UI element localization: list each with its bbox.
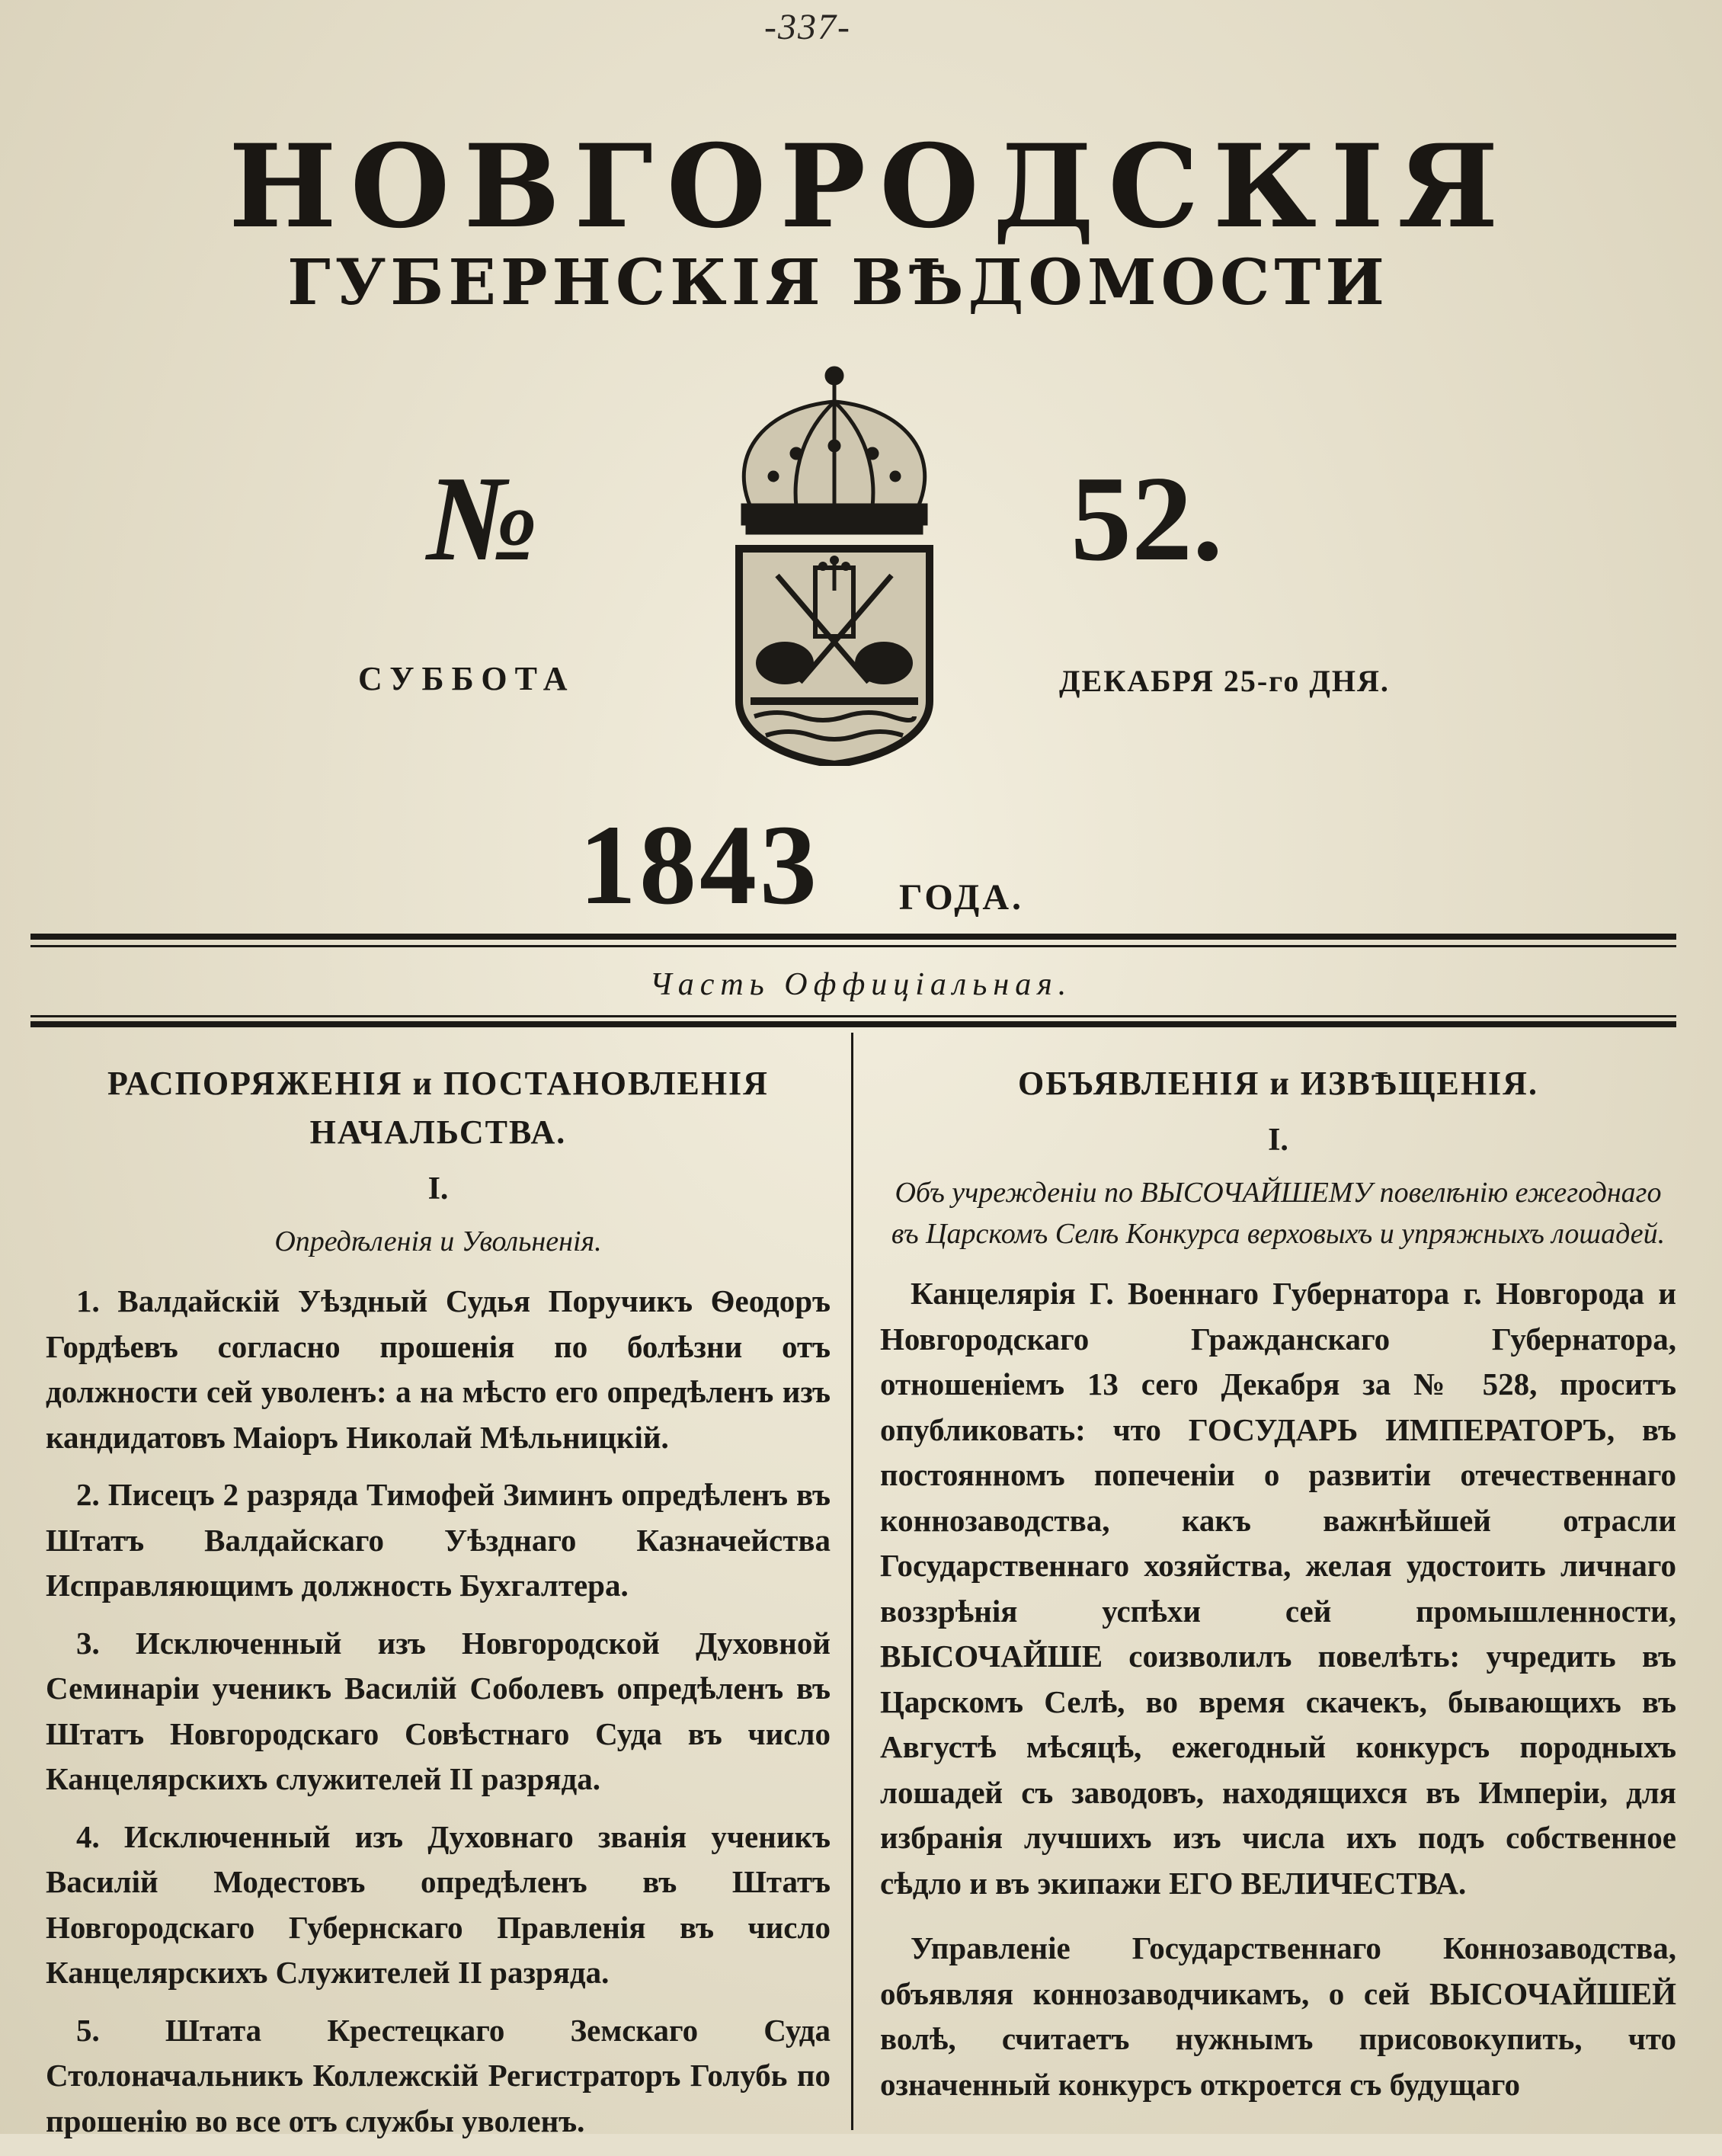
- left-column-subheading: Опредѣленія и Увольненія.: [274, 1225, 602, 1257]
- crown-icon: [743, 368, 926, 533]
- issue-weekday: СУББОТА: [358, 660, 575, 697]
- left-paragraph-2: 2. Писецъ 2 разряда Тимофей Зиминъ опредѣленъ въ Штатъ Валдайскаго Уѣзднаго Казначейства Исправляющимъ должность Бухгалтера.: [46, 1477, 831, 1603]
- header-rule-top: [30, 934, 1676, 940]
- left-paragraph-4: 4. Исключенный изъ Духовнаго званія ученикъ Василій Модестовъ опредѣленъ въ Штатъ Новгородскаго Губернскаго Правленія въ число Канцелярскихъ Служителей II разряда.: [46, 1818, 831, 1990]
- right-paragraph-2: Управленіе Государственнаго Коннозаводства, объявляя коннозаводчикамъ, о сей ВЫСОЧАЙШЕЙ волѣ, считаетъ нужнымъ присовокупить, что означенный конкурсъ откроется съ будущаго: [880, 1930, 1676, 2102]
- issue-year: 1843: [579, 802, 820, 928]
- issue-label: №: [427, 450, 539, 586]
- masthead-subtitle: ГУБЕРНСКІЯ ВѢДОМОСТИ: [287, 246, 1389, 319]
- right-column: [880, 1059, 1676, 2127]
- masthead-title: НОВГОРОДСКІЯ: [229, 120, 1512, 254]
- column-divider: [851, 1033, 853, 2130]
- right-column-roman: I.: [1268, 1123, 1288, 1158]
- header-rule-bottom: [30, 1021, 1676, 1027]
- left-paragraph-1: 1. Валдайскій Уѣздный Судья Поручикъ Ѳеодоръ Гордѣевъ согласно прошенія по болѣзни отъ должности сей уволенъ: а на мѣсто его опредѣленъ изъ кандидатовъ Маіоръ Николай Мѣльницкій.: [46, 1283, 831, 1455]
- issue-date: ДЕКАБРЯ 25-го ДНЯ.: [1059, 664, 1390, 698]
- left-paragraph-5: 5. Штата Крестецкаго Земскаго Суда Столоначальникъ Коллежскій Регистраторъ Голубь по прошенію во все отъ службы уволенъ.: [46, 2012, 831, 2138]
- page-number: -337-: [764, 7, 851, 47]
- right-paragraph-1: Канцелярія Г. Военнаго Губернатора г. Новгорода и Новгородскаго Гражданскаго Губернатора, отношеніемъ 13 сего Декабря за № 528, проситъ опубликовать: что ГОСУДАРЬ ИМПЕРАТОРЪ, въ постоянномъ попеченіи о развитіи отечественнаго коннозаводства, какъ важнѣйшей отрасли Государственнаго хозяйства, желая удостоить личнаго воззрѣнія успѣхи сей промышленности, ВЫСОЧАЙШЕ соизволилъ повелѣть: учредить въ Царскомъ Селѣ, во время скачекъ, бывающихъ въ Августѣ мѣсяцѣ, ежегодный конкурсъ породныхъ лошадей съ заводовъ, находящихся въ Имперіи, для избранія лучшихъ изъ числа ихъ подъ собственное сѣдло и въ экипажи ЕГО ВЕЛИЧЕСТВА.: [880, 1276, 1676, 1901]
- issue-number: 52.: [1071, 450, 1223, 586]
- left-paragraph-3: 3. Исключенный изъ Новгородской Духовной Семинаріи ученикъ Василій Соболевъ опредѣленъ въ Штатъ Новгородскаго Совѣстнаго Суда въ число Канцелярскихъ служителей II разряда.: [46, 1625, 831, 1796]
- shield-icon: [739, 549, 930, 764]
- header-rule-bottom-thin: [30, 1015, 1676, 1017]
- left-column-heading: РАСПОРЯЖЕНІЯ и ПОСТАНОВЛЕНІЯ НАЧАЛЬСТВА.: [107, 1065, 769, 1151]
- section-title: Часть Оффиціальная.: [649, 967, 1073, 1002]
- issue-year-suffix: ГОДА.: [899, 877, 1024, 918]
- header-rule-top-thin: [30, 945, 1676, 947]
- coat-of-arms-emblem: [720, 362, 949, 766]
- left-column-roman: I.: [427, 1171, 449, 1206]
- right-column-subheading: Объ учрежденіи по ВЫСОЧАЙШЕМУ повелѣнію ежегоднаго въ Царскомъ Селѣ Конкурса верховыхъ и упряжныхъ лошадей.: [891, 1177, 1666, 1250]
- left-column: [46, 1059, 831, 2156]
- right-column-heading: ОБЪЯВЛЕНІЯ и ИЗВѢЩЕНІЯ.: [1018, 1065, 1538, 1102]
